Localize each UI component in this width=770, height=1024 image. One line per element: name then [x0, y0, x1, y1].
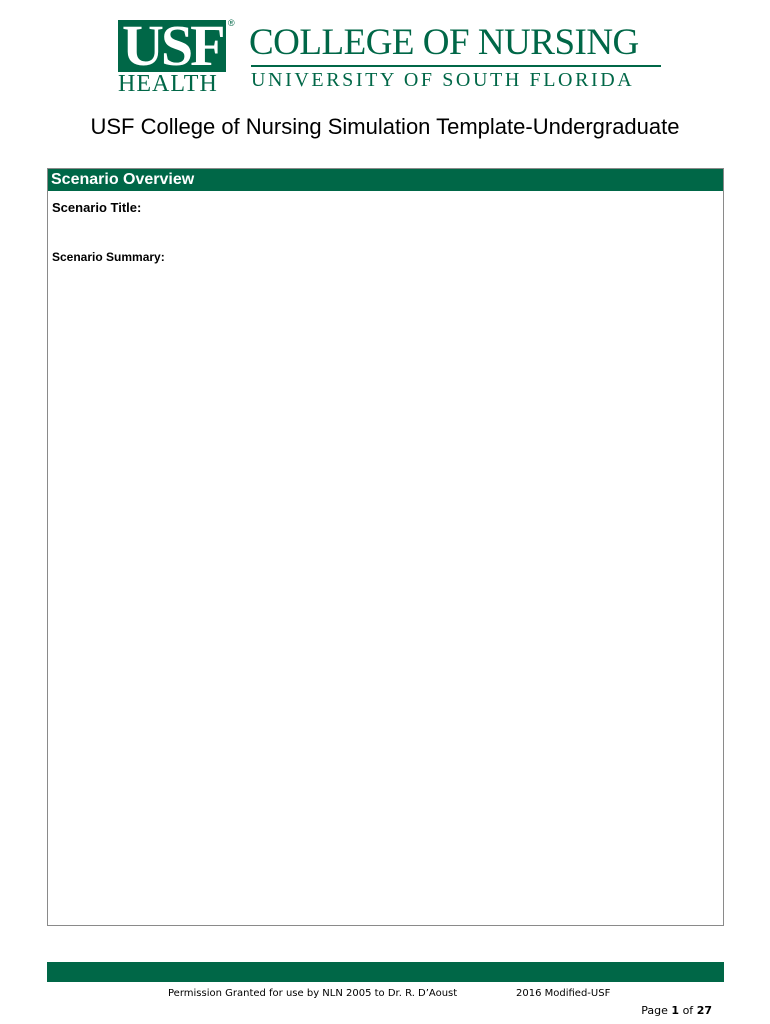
- section-header: Scenario Overview: [48, 169, 723, 191]
- document-title: USF College of Nursing Simulation Template-Undergraduate: [90, 114, 680, 139]
- usf-health-logo: [118, 13, 663, 97]
- footer-permission-text: Permission Granted for use by NLN 2005 to Dr. R. D’Aoust: [168, 988, 458, 999]
- footer-modified-text: 2016 Modified-USF: [516, 988, 611, 999]
- page-current: 1: [671, 1004, 680, 1017]
- page-total: 27: [696, 1004, 712, 1017]
- page-of: of: [682, 1004, 694, 1017]
- university-name: UNIVERSITY OF SOUTH FLORIDA: [251, 69, 635, 91]
- logo-divider: [251, 65, 661, 67]
- usf-logo-text: USF: [122, 13, 223, 78]
- page-prefix: Page: [641, 1004, 668, 1017]
- college-name: COLLEGE OF NURSING: [249, 22, 639, 63]
- registered-mark: ®: [228, 18, 235, 28]
- scenario-overview-section: [47, 168, 724, 926]
- scenario-summary-label: Scenario Summary:: [52, 250, 165, 264]
- usf-logo-box: [118, 13, 226, 78]
- scenario-title-label: Scenario Title:: [52, 200, 142, 215]
- footer-bar: [47, 962, 724, 982]
- health-logo-text: HEALTH: [118, 71, 218, 97]
- page-number: [641, 1004, 712, 1017]
